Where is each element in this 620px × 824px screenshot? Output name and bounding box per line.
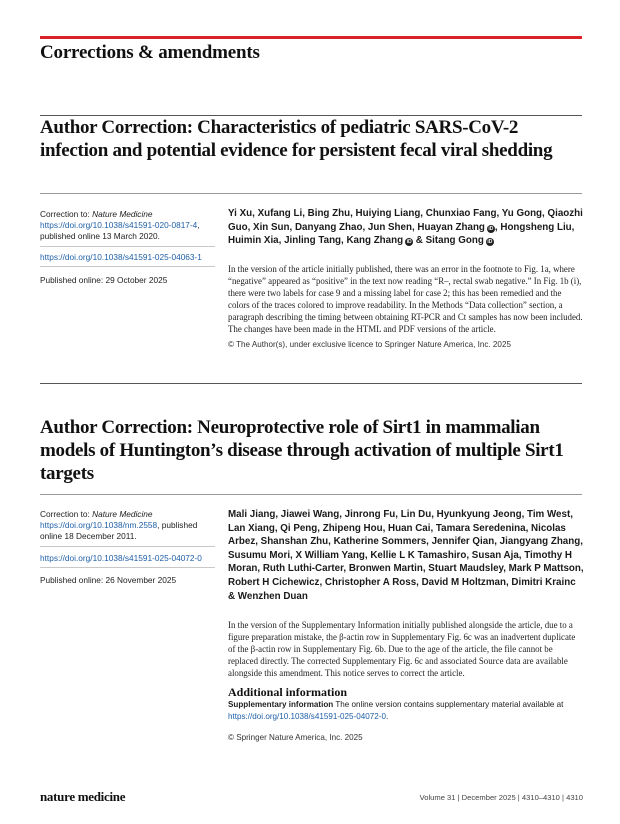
- article2-doi-link[interactable]: https://doi.org/10.1038/s41591-025-04072-0: [40, 553, 202, 563]
- orcid-icon[interactable]: iD: [406, 239, 412, 246]
- article1-authors: [228, 207, 584, 248]
- supplementary-information: [228, 699, 584, 722]
- page-citation: Volume 31 | December 2025 | 4310–4310 | 4310: [419, 793, 583, 802]
- side-divider: [40, 546, 215, 547]
- article1-body: In the version of the article initially published, there was an error in the footnote to Fig. 1a, where “negative” appeared as “positive” in the text now reading “R–, rectal swab negative.” In Fig. 1b (i), there were two labels for case 9 and a missing label for case 2; this has been remedied and the colors of the traces colored to improve readability. In the Methods “Data collection” section, a paragraph describing the timing between obtaining RT-PCR and Ct samples has now been included. The changes have been made in the HTML and PDF versions of the article.: [228, 264, 583, 334]
- supplementary-link[interactable]: https://doi.org/10.1038/s41591-025-04072-0: [228, 711, 386, 721]
- correction-to-label: Correction to:: [40, 209, 93, 219]
- article1-title: Author Correction: Characteristics of pediatric SARS-CoV-2 infection and potential evidence for persistent fecal viral shedding: [40, 117, 553, 161]
- article2-title: Author Correction: Neuroprotective role of Sirt1 in mammalian models of Huntington’s disease through activation of multiple Sirt1 targets: [40, 417, 564, 484]
- article1-doi-link[interactable]: https://doi.org/10.1038/s41591-025-04063-1: [40, 252, 202, 262]
- supplementary-end: .: [385, 711, 389, 721]
- side-divider: [40, 246, 215, 247]
- authors-part: Yi Xu, Xufang Li, Bing Zhu, Huiying Liang, Chunxiao Fang, Yu Gong, Qiaozhi Guo, Xin Sun, Danyang Zhao, Jun Shen, Huayan Zhang: [228, 208, 583, 233]
- journal-logo: nature medicine: [40, 789, 126, 804]
- article1-title-rule: [40, 193, 582, 194]
- original-published-date: , published online 13 March 2020.: [40, 220, 200, 241]
- article2-body: In the version of the Supplementary Information initially published alongside the article, due to a figure preparation mistake, the β-actin row in Supplementary Fig. 6c was an inadvertent duplicate of the β-actin row in Supplementary Fig. 6b. Due to the age of the article, the file cannot be replaced directly. The corrected Supplementary Fig. 6c and associated Source data are available alongside this amendment. This notice serves to correct the article.: [228, 620, 576, 678]
- article2-published-date: Published online: 26 November 2025: [40, 575, 177, 585]
- correction-to-label: Correction to:: [40, 509, 93, 519]
- section-top-rule: [40, 36, 582, 39]
- article2-top-rule: [40, 383, 582, 384]
- supplementary-text: The online version contains supplementary material available at: [333, 700, 564, 709]
- journal-name: Nature Medicine: [92, 209, 153, 219]
- supplementary-label: Supplementary information: [228, 700, 334, 709]
- orcid-icon[interactable]: iD: [488, 225, 494, 232]
- journal-name: Nature Medicine: [92, 509, 153, 519]
- article2-copyright: © Springer Nature America, Inc. 2025: [228, 733, 363, 742]
- section-title: Corrections & amendments: [40, 42, 260, 63]
- article1-copyright: © The Author(s), under exclusive licence to Springer Nature America, Inc. 2025: [228, 340, 511, 349]
- article2-title-rule: [40, 494, 582, 495]
- original-published-date: , published online 18 December 2011.: [40, 520, 198, 541]
- article2-authors: Mali Jiang, Jiawei Wang, Jinrong Fu, Lin Du, Hyunkyung Jeong, Tim West, Lan Xiang, Qi Peng, Zhipeng Hou, Huan Cai, Tamara Seredenina, Nicolas Arbez, Shanshan Zhu, Katherine Sommers, Jennifer Qian, Jiangyang Zhang, Susumu Mori, X William Yang, Kellie L K Tamashiro, Susan Aja, Timothy H Moran, Ruth Luthi-Carter, Bronwen Martin, Stuart Maudsley, Mark P Mattson, Robert H Cichewicz, Christopher A Ross, David M Holtzman, Dimitri Krainc & Wenzhen Duan: [228, 509, 584, 602]
- article2-correction-to: [40, 509, 215, 542]
- orcid-icon[interactable]: iD: [487, 239, 493, 246]
- side-divider: [40, 567, 215, 568]
- authors-part: & Sitang Gong: [413, 235, 484, 247]
- side-divider: [40, 266, 215, 267]
- additional-information-heading: Additional information: [228, 685, 348, 699]
- article1-published-date: Published online: 29 October 2025: [40, 275, 168, 285]
- article1-correction-to: [40, 209, 215, 242]
- authors-part: , Hongsheng Liu, Huimin Xia, Jinling Tang, Kang Zhang: [228, 221, 575, 247]
- original-article-link[interactable]: https://doi.org/10.1038/nm.2558: [40, 520, 158, 530]
- original-article-link[interactable]: https://doi.org/10.1038/s41591-020-0817-4: [40, 220, 198, 230]
